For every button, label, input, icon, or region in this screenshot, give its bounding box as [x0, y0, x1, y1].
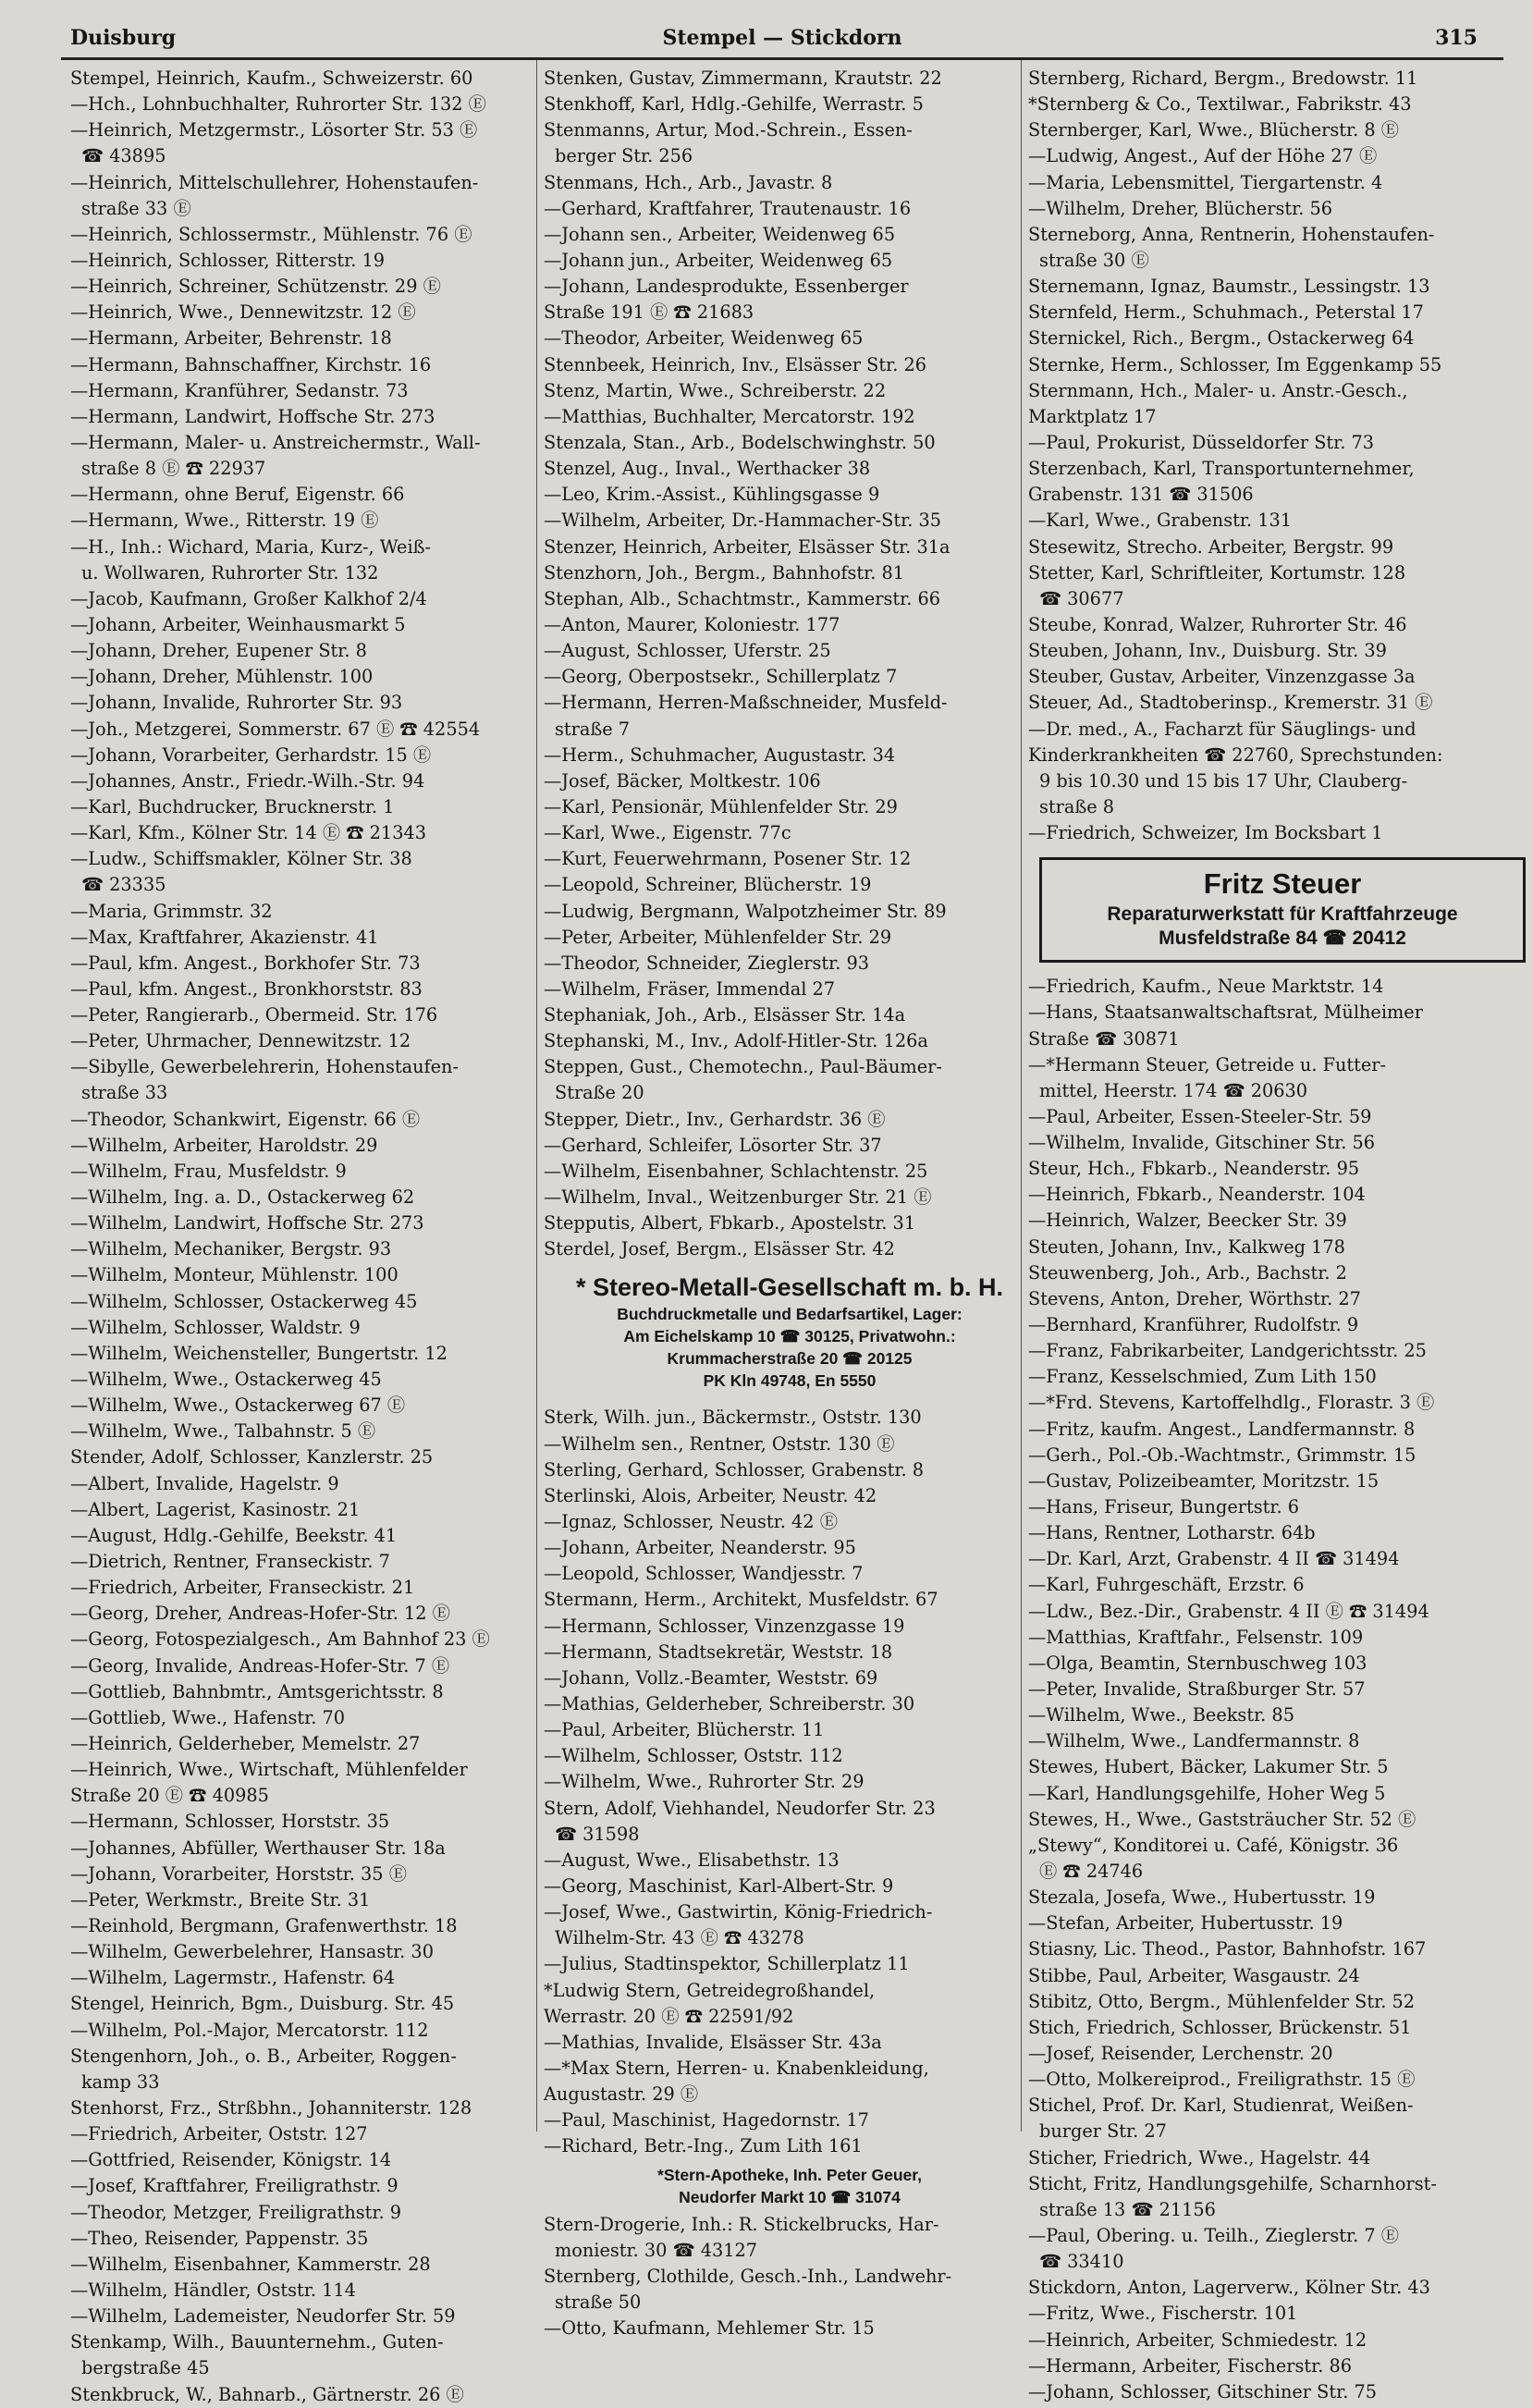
directory-entry-line: —Hermann, Kranführer, Sedanstr. 73 — [70, 379, 409, 401]
directory-entry-line: —Fritz, Wwe., Fischerstr. 101 — [1028, 2303, 1298, 2325]
directory-entry-line: —Karl, Pensionär, Mühlenfelder Str. 29 — [544, 795, 898, 817]
directory-entry-line: Sternberg, Richard, Bergm., Bredowstr. 11 — [1028, 68, 1418, 89]
directory-entry-line: —Hermann, ohne Beruf, Eigenstr. 66 — [70, 484, 405, 506]
directory-entry-line: Stenz, Martin, Wwe., Schreiberstr. 22 — [544, 379, 887, 401]
directory-entry-line: —Johannes, Anstr., Friedr.-Wilh.-Str. 94 — [70, 769, 425, 792]
directory-entry-line: *Sternberg & Co., Textilwar., Fabrikstr. 43 — [1028, 93, 1412, 116]
page-number: 315 — [1435, 26, 1478, 50]
column-1 — [70, 66, 533, 2405]
directory-entry-line: Stickdorn, Anton, Lagerverw., Kölner Str. 43 — [1028, 2277, 1430, 2299]
directory-entry-line: —Hermann, Herren-Maßschneider, Musfeld- — [544, 692, 948, 714]
directory-entry-line: —Fritz, kaufm. Angest., Landfermannstr. 8 — [1028, 1418, 1416, 1440]
directory-entry-line: moniestr. 30 ☎ 43127 — [555, 2239, 758, 2261]
directory-entry-line: mittel, Heerstr. 174 ☎ 20630 — [1039, 1079, 1308, 1101]
directory-entry-line: —Matthias, Buchhalter, Mercatorstr. 192 — [544, 405, 915, 427]
directory-entry-line: —Hans, Rentner, Lotharstr. 64b — [1028, 1522, 1316, 1544]
ad-line: Buchdruckmetalle und Bedarfsartikel, Lager: — [617, 1305, 963, 1324]
directory-entry-line: —Paul, kfm. Angest., Bronkhorststr. 83 — [70, 977, 423, 1000]
directory-entry-line: —Theodor, Arbeiter, Weidenweg 65 — [544, 327, 864, 350]
directory-entry-line: —Georg, Oberpostsekr., Schillerplatz 7 — [544, 666, 898, 688]
directory-entry-line: —Wilhelm, Monteur, Mühlenstr. 100 — [70, 1264, 399, 1286]
directory-entry-line: Steuber, Gustav, Arbeiter, Vinzenzgasse 3a — [1028, 666, 1416, 688]
directory-entry-line: —Wilhelm, Inval., Weitzenburger Str. 21 Ⓔ — [544, 1186, 932, 1209]
entry-list — [544, 2212, 1036, 2342]
directory-entry-line: —Hch., Lohnbuchhalter, Ruhrorter Str. 132 Ⓔ — [70, 93, 486, 116]
directory-entry-line: —Otto, Molkereiprod., Freiligrathstr. 15 Ⓔ — [1028, 2069, 1416, 2091]
directory-entry-line: —Karl, Buchdrucker, Brucknerstr. 1 — [70, 795, 395, 817]
directory-entry-line: —Wilhelm, Eisenbahner, Schlachtenstr. 25 — [544, 1160, 928, 1182]
directory-entry-line: —Ignaz, Schlosser, Neustr. 42 Ⓔ — [544, 1511, 838, 1533]
directory-entry-line: —Hermann, Maler- u. Anstreichermstr., Wall- — [70, 431, 481, 453]
directory-entry-line: Sternickel, Rich., Bergm., Ostackerweg 64 — [1028, 327, 1415, 350]
directory-entry-line: Stempel, Heinrich, Kaufm., Schweizerstr. 60 — [70, 68, 473, 89]
directory-entry-line: —Wilhelm, Arbeiter, Dr.-Hammacher-Str. 35 — [544, 510, 941, 532]
directory-entry-line: —Heinrich, Fbkarb., Neanderstr. 104 — [1028, 1184, 1366, 1206]
directory-entry-line: —Karl, Wwe., Eigenstr. 77c — [544, 822, 791, 844]
directory-entry-line: —Johann, Landesprodukte, Essenberger — [544, 276, 909, 298]
directory-entry-line: —Peter, Uhrmacher, Dennewitzstr. 12 — [70, 1030, 411, 1052]
directory-entry-line: Stenken, Gustav, Zimmermann, Krautstr. 22 — [544, 68, 942, 89]
name-range: Stempel — Stickdorn — [662, 26, 902, 50]
columns — [61, 60, 1503, 2405]
directory-entry-line: —Max, Kraftfahrer, Akazienstr. 41 — [70, 926, 379, 948]
directory-entry-line: Werrastr. 20 Ⓔ ☎ 22591/92 — [544, 2005, 794, 2027]
ad-line: *Stern-Apotheke, Inh. Peter Geuer, — [657, 2165, 922, 2184]
directory-entry-line: —August, Wwe., Elisabethstr. 13 — [544, 1849, 840, 1871]
directory-entry-line: straße 13 ☎ 21156 — [1039, 2198, 1216, 2220]
directory-entry-line: Steuben, Johann, Inv., Duisburg. Str. 39 — [1028, 640, 1387, 662]
directory-entry-line: Sterneborg, Anna, Rentnerin, Hohenstaufen- — [1028, 223, 1435, 245]
directory-entry-line: —Sibylle, Gewerbelehrerin, Hohenstaufen- — [70, 1056, 459, 1078]
directory-entry-line: —Heinrich, Walzer, Beecker Str. 39 — [1028, 1210, 1347, 1232]
directory-entry-line: —Paul, kfm. Angest., Borkhofer Str. 73 — [70, 952, 421, 974]
directory-entry-line: Stewes, Hubert, Bäcker, Lakumer Str. 5 — [1028, 1756, 1389, 1778]
fritz-steuer-ad — [1039, 857, 1526, 963]
directory-entry-line: —Wilhelm, Invalide, Gitschiner Str. 56 — [1028, 1132, 1376, 1154]
directory-entry-line: —Johann, Invalide, Ruhrorter Str. 93 — [70, 692, 403, 714]
directory-entry-line: Stenzel, Aug., Inval., Werthacker 38 — [544, 458, 871, 480]
directory-entry-line: Stenmanns, Artur, Mod.-Schrein., Essen- — [544, 119, 913, 141]
directory-entry-line: —Johann, Dreher, Eupener Str. 8 — [70, 640, 367, 662]
directory-entry-line: —Georg, Dreher, Andreas-Hofer-Str. 12 Ⓔ — [70, 1603, 450, 1625]
directory-entry-line: —Theodor, Metzger, Freiligrathstr. 9 — [70, 2201, 402, 2223]
directory-entry-line: Sterk, Wilh. jun., Bäckermstr., Oststr. 130 — [544, 1407, 922, 1429]
directory-entry-line: —Franz, Kesselschmied, Zum Lith 150 — [1028, 1366, 1377, 1388]
directory-entry-line: Straße 20 Ⓔ ☎ 40985 — [70, 1785, 269, 1807]
directory-entry-line: Steube, Konrad, Walzer, Ruhrorter Str. 46 — [1028, 613, 1407, 635]
directory-entry-line: —Otto, Kaufmann, Mehlemer Str. 15 — [544, 2317, 875, 2340]
directory-entry-line: —Paul, Obering. u. Teilh., Zieglerstr. 7 Ⓔ — [1028, 2224, 1400, 2246]
directory-entry-line: straße 7 — [555, 718, 631, 740]
directory-entry-line: kamp 33 — [81, 2070, 160, 2093]
directory-entry-line: —Kurt, Feuerwehrmann, Posener Str. 12 — [544, 848, 912, 870]
directory-entry-line: Stepputis, Albert, Fbkarb., Apostelstr. 31 — [544, 1212, 916, 1235]
directory-entry-line: —Heinrich, Metzgermstr., Lösorter Str. 53 Ⓔ — [70, 119, 478, 141]
directory-entry-line: ☎ 23335 — [81, 874, 166, 896]
directory-entry-line: —Theodor, Schneider, Zieglerstr. 93 — [544, 952, 870, 974]
directory-entry-line: Stenmans, Hch., Arb., Javastr. 8 — [544, 171, 833, 193]
entry-list — [544, 66, 1036, 1262]
directory-entry-line: —Friedrich, Arbeiter, Oststr. 127 — [70, 2123, 368, 2145]
directory-entry-line: Stenhorst, Frz., Strßbhn., Johanniterstr. 128 — [70, 2096, 472, 2119]
directory-entry-line: —Hermann, Wwe., Ritterstr. 19 Ⓔ — [70, 510, 379, 532]
directory-entry-line: —Hermann, Arbeiter, Fischerstr. 86 — [1028, 2354, 1352, 2377]
directory-entry-line: —Matthias, Kraftfahr., Felsenstr. 109 — [1028, 1626, 1364, 1648]
ad-line: PK Kln 49748, En 5550 — [703, 1371, 877, 1391]
entry-list — [1028, 66, 1533, 846]
directory-entry-line: —Johann, Dreher, Mühlenstr. 100 — [70, 666, 374, 688]
directory-entry-line: —Wilhelm, Pol.-Major, Mercatorstr. 112 — [70, 2019, 429, 2041]
directory-entry-line: Wilhelm-Str. 43 Ⓔ ☎ 43278 — [555, 1927, 804, 1949]
directory-entry-line: —Heinrich, Schlosser, Ritterstr. 19 — [70, 249, 386, 271]
directory-entry-line: —Paul, Prokurist, Düsseldorfer Str. 73 — [1028, 431, 1375, 453]
directory-entry-line: —Gottlieb, Bahnbmtr., Amtsgerichtsstr. 8 — [70, 1680, 444, 1702]
directory-entry-line: —Friedrich, Kaufm., Neue Marktstr. 14 — [1028, 976, 1384, 998]
directory-entry-line: —Peter, Rangierarb., Obermeid. Str. 176 — [70, 1004, 438, 1026]
directory-entry-line: —Wilhelm, Frau, Musfeldstr. 9 — [70, 1160, 347, 1182]
directory-entry-line: —Hermann, Arbeiter, Behrenstr. 18 — [70, 327, 392, 350]
directory-entry-line: —Gerh., Pol.-Ob.-Wachtmstr., Grimmstr. 15 — [1028, 1444, 1416, 1466]
directory-entry-line: —Wilhelm, Wwe., Beekstr. 85 — [1028, 1704, 1294, 1726]
directory-entry-line: —Gerhard, Schleifer, Lösorter Str. 37 — [544, 1134, 882, 1156]
directory-entry-line: —Wilhelm, Weichensteller, Bungertstr. 12 — [70, 1342, 448, 1364]
stereo-metall-ad — [544, 1272, 1036, 1392]
column-3 — [1028, 66, 1533, 2402]
directory-entry-line: Steppen, Gust., Chemotechn., Paul-Bäumer- — [544, 1056, 942, 1078]
directory-entry-line: Stermann, Herm., Architekt, Musfeldstr. 67 — [544, 1589, 938, 1611]
ad-line: Krummacherstraße 20 ☎ 20125 — [667, 1349, 913, 1369]
directory-entry-line: Sternke, Herm., Schlosser, Im Eggenkamp 55 — [1028, 353, 1442, 375]
page-header — [61, 20, 1503, 60]
directory-entry-line: —Johann jun., Arbeiter, Weidenweg 65 — [544, 249, 893, 271]
directory-entry-line: Stephanski, M., Inv., Adolf-Hitler-Str. 126a — [544, 1030, 928, 1052]
directory-entry-line: —Peter, Invalide, Straßburger Str. 57 — [1028, 1678, 1366, 1701]
directory-entry-line: Marktplatz 17 — [1028, 405, 1157, 427]
directory-entry-line: —Hermann, Schlosser, Horststr. 35 — [70, 1811, 390, 1833]
directory-entry-line: —Wilhelm, Schlosser, Waldstr. 9 — [70, 1316, 361, 1338]
directory-entry-line: —Gottfried, Reisender, Königstr. 14 — [70, 2149, 392, 2171]
directory-entry-line: Steuer, Ad., Stadtoberinsp., Kremerstr. 31 Ⓔ — [1028, 692, 1433, 714]
directory-entry-line: —Peter, Arbeiter, Mühlenfelder Str. 29 — [544, 926, 892, 948]
directory-entry-line: —Wilhelm, Lademeister, Neudorfer Str. 59 — [70, 2305, 456, 2328]
directory-entry-line: straße 33 Ⓔ — [81, 197, 191, 219]
directory-entry-line: Stengenhorn, Joh., o. B., Arbeiter, Roggen- — [70, 2045, 457, 2067]
directory-entry-line: —Ludw., Schiffsmakler, Kölner Str. 38 — [70, 848, 412, 870]
directory-entry-line: —*Hermann Steuer, Getreide u. Futter- — [1028, 1053, 1387, 1075]
directory-entry-line: —Wilhelm, Lagermstr., Hafenstr. 64 — [70, 1967, 396, 1989]
directory-entry-line: —Johann, Vorarbeiter, Horststr. 35 Ⓔ — [70, 1862, 407, 1885]
directory-entry-line: —Wilhelm, Schlosser, Oststr. 112 — [544, 1745, 843, 1767]
directory-entry-line: —Leopold, Schreiner, Blücherstr. 19 — [544, 874, 872, 896]
directory-entry-line: Sticher, Friedrich, Wwe., Hagelstr. 44 — [1028, 2146, 1371, 2168]
directory-entry-line: Stewes, H., Wwe., Gaststräucher Str. 52 Ⓔ — [1028, 1808, 1416, 1830]
directory-entry-line: —Herm., Schuhmacher, Augustastr. 34 — [544, 743, 896, 766]
column-divider — [536, 60, 537, 2132]
directory-entry-line: —Wilhelm, Wwe., Ostackerweg 45 — [70, 1369, 382, 1391]
directory-entry-line: —Leo, Krim.-Assist., Kühlingsgasse 9 — [544, 484, 880, 506]
directory-entry-line: ☎ 31598 — [555, 1823, 640, 1845]
directory-entry-line: Steuten, Johann, Inv., Kalkweg 178 — [1028, 1235, 1345, 1258]
directory-entry-line: —Johann, Arbeiter, Weinhausmarkt 5 — [70, 613, 406, 635]
directory-entry-line: „Stewy“, Konditorei u. Café, Königstr. 36 — [1028, 1834, 1399, 1856]
directory-entry-line: —Wilhelm sen., Rentner, Oststr. 130 Ⓔ — [544, 1432, 895, 1455]
directory-entry-line: —Johann, Schlosser, Gitschiner Str. 75 — [1028, 2380, 1377, 2402]
directory-entry-line: Sternmann, Hch., Maler- u. Anstr.-Gesch., — [1028, 379, 1408, 401]
directory-entry-line: —Josef, Kraftfahrer, Freiligrathstr. 9 — [70, 2175, 399, 2197]
directory-entry-line: Grabenstr. 131 ☎ 31506 — [1028, 484, 1254, 506]
directory-entry-line: —Georg, Maschinist, Karl-Albert-Str. 9 — [544, 1875, 894, 1897]
directory-entry-line: —Reinhold, Bergmann, Grafenwerthstr. 18 — [70, 1914, 458, 1936]
directory-entry-line: bergstraße 45 — [81, 2357, 210, 2379]
ad-company-name: Fritz Steuer — [1203, 867, 1362, 901]
directory-entry-line: Straße ☎ 30871 — [1028, 1027, 1180, 1050]
directory-entry-line: —Johann, Arbeiter, Neanderstr. 95 — [544, 1537, 856, 1559]
directory-entry-line: —Paul, Maschinist, Hagedornstr. 17 — [544, 2109, 869, 2132]
directory-entry-line: Sterzenbach, Karl, Transportunternehmer, — [1028, 458, 1415, 480]
directory-entry-line: —Heinrich, Arbeiter, Schmiedestr. 12 — [1028, 2328, 1367, 2351]
directory-entry-line: —Heinrich, Gelderheber, Memelstr. 27 — [70, 1733, 421, 1754]
directory-entry-line: Stenkamp, Wilh., Bauunternehm., Guten- — [70, 2331, 444, 2353]
directory-entry-line: —Josef, Bäcker, Moltkestr. 106 — [544, 769, 821, 792]
directory-entry-line: —Leopold, Schlosser, Wandjesstr. 7 — [544, 1563, 864, 1585]
directory-entry-line: —Georg, Fotospezialgesch., Am Bahnhof 23 Ⓔ — [70, 1628, 490, 1651]
directory-entry-line: Stephaniak, Joh., Arb., Elsässer Str. 14a — [544, 1004, 906, 1026]
directory-entry-line: —Anton, Maurer, Koloniestr. 177 — [544, 613, 840, 635]
directory-entry-line: —Dr. med., A., Facharzt für Säuglings- und — [1028, 718, 1416, 740]
directory-entry-line: —Joh., Metzgerei, Sommerstr. 67 Ⓔ ☎ 42554 — [70, 718, 481, 740]
directory-entry-line: Stennbeek, Heinrich, Inv., Elsässer Str. 26 — [544, 353, 927, 375]
directory-entry-line: burger Str. 27 — [1039, 2120, 1167, 2143]
directory-entry-line: —Stefan, Arbeiter, Hubertusstr. 19 — [1028, 1912, 1343, 1935]
directory-entry-line: —Gottlieb, Wwe., Hafenstr. 70 — [70, 1706, 346, 1728]
directory-entry-line: —Theo, Reisender, Pappenstr. 35 — [70, 2227, 369, 2249]
directory-entry-line: Stenzhorn, Joh., Bergm., Bahnhofstr. 81 — [544, 561, 905, 584]
directory-entry-line: berger Str. 256 — [555, 145, 693, 167]
entry-list — [1028, 974, 1533, 2405]
directory-entry-line: —Wilhelm, Landwirt, Hoffsche Str. 273 — [70, 1212, 424, 1235]
directory-entry-line: —Johann sen., Arbeiter, Weidenweg 65 — [544, 223, 896, 245]
directory-entry-line: —Wilhelm, Gewerbelehrer, Hansastr. 30 — [70, 1941, 434, 1963]
ad-company-name: * Stereo-Metall-Gesellschaft m. b. H. — [575, 1273, 1004, 1302]
directory-entry-line: —Ldw., Bez.-Dir., Grabenstr. 4 II Ⓔ ☎ 31494 — [1028, 1600, 1429, 1622]
directory-entry-line: —Wilhelm, Ing. a. D., Ostackerweg 62 — [70, 1186, 415, 1209]
directory-entry-line: —Wilhelm, Dreher, Blücherstr. 56 — [1028, 197, 1333, 219]
directory-entry-line: Stern-Drogerie, Inh.: R. Stickelbrucks, Har- — [544, 2213, 939, 2235]
directory-entry-line: straße 30 Ⓔ — [1039, 249, 1149, 271]
directory-entry-line: Stibbe, Paul, Arbeiter, Wasgaustr. 24 — [1028, 1964, 1360, 1986]
directory-entry-line: —Karl, Kfm., Kölner Str. 14 Ⓔ ☎ 21343 — [70, 822, 427, 844]
ad-line: Reparaturwerkstatt für Kraftfahrzeuge — [1107, 903, 1458, 926]
directory-entry-line: straße 8 — [1039, 795, 1115, 817]
directory-entry-line: —Wilhelm, Fräser, Immendal 27 — [544, 977, 836, 1000]
directory-entry-line: —Paul, Arbeiter, Blücherstr. 11 — [544, 1719, 825, 1741]
directory-entry-line: Stiasny, Lic. Theod., Pastor, Bahnhofstr. 167 — [1028, 1938, 1427, 1960]
directory-entry-line: —Wilhelm, Wwe., Talbahnstr. 5 Ⓔ — [70, 1420, 376, 1443]
directory-entry-line: Stender, Adolf, Schlosser, Kanzlerstr. 25 — [70, 1446, 434, 1468]
directory-entry-line: —Hermann, Landwirt, Hoffsche Str. 273 — [70, 405, 435, 427]
directory-entry-line: Sternberger, Karl, Wwe., Blücherstr. 8 Ⓔ — [1028, 119, 1400, 141]
directory-entry-line: Sterdel, Josef, Bergm., Elsässer Str. 42 — [544, 1238, 895, 1260]
directory-entry-line: Stibitz, Otto, Bergm., Mühlenfelder Str. 52 — [1028, 1990, 1416, 2012]
directory-entry-line: Stern, Adolf, Viehhandel, Neudorfer Str. 23 — [544, 1797, 936, 1819]
directory-entry-line: —Wilhelm, Händler, Oststr. 114 — [70, 2279, 356, 2301]
directory-entry-line: Straße 191 Ⓔ ☎ 21683 — [544, 301, 754, 324]
directory-entry-line: —Heinrich, Wwe., Dennewitzstr. 12 Ⓔ — [70, 301, 416, 324]
directory-entry-line: Stengel, Heinrich, Bgm., Duisburg. Str. 45 — [70, 1993, 455, 2015]
directory-entry-line: Stich, Friedrich, Schlosser, Brückenstr. 51 — [1028, 2016, 1412, 2038]
directory-entry-line: —Karl, Handlungsgehilfe, Hoher Weg 5 — [1028, 1782, 1386, 1804]
directory-entry-line: ☎ 30677 — [1039, 587, 1124, 609]
directory-entry-line: —Friedrich, Schweizer, Im Bocksbart 1 — [1028, 822, 1383, 844]
directory-entry-line: —Wilhelm, Eisenbahner, Kammerstr. 28 — [70, 2253, 431, 2275]
directory-entry-line: —Heinrich, Schreiner, Schützenstr. 29 Ⓔ — [70, 276, 441, 298]
directory-entry-line: Stezala, Josefa, Wwe., Hubertusstr. 19 — [1028, 1886, 1376, 1909]
directory-entry-line: —Heinrich, Wwe., Wirtschaft, Mühlenfelder — [70, 1759, 468, 1781]
directory-entry-line: —Ludwig, Angest., Auf der Höhe 27 Ⓔ — [1028, 145, 1378, 167]
directory-entry-line: —Karl, Fuhrgeschäft, Erzstr. 6 — [1028, 1574, 1305, 1596]
directory-entry-line: —Heinrich, Mittelschullehrer, Hohenstaufen- — [70, 171, 479, 193]
directory-entry-line: —Johann, Vollz.-Beamter, Weststr. 69 — [544, 1666, 878, 1689]
directory-entry-line: Stenzala, Stan., Arb., Bodelschwinghstr. 50 — [544, 431, 936, 453]
directory-entry-line: Sticht, Fritz, Handlungsgehilfe, Scharnhorst- — [1028, 2172, 1437, 2194]
directory-entry-line: —Wilhelm, Wwe., Ruhrorter Str. 29 — [544, 1771, 865, 1793]
directory-entry-line: Stepper, Dietr., Inv., Gerhardstr. 36 Ⓔ — [544, 1108, 886, 1130]
directory-entry-line: Sternemann, Ignaz, Baumstr., Lessingstr. 13 — [1028, 276, 1430, 298]
directory-entry-line: —Hermann, Schlosser, Vinzenzgasse 19 — [544, 1615, 905, 1637]
directory-entry-line: Steur, Hch., Fbkarb., Neanderstr. 95 — [1028, 1158, 1360, 1180]
directory-entry-line: —Dr. Karl, Arzt, Grabenstr. 4 II ☎ 31494 — [1028, 1548, 1400, 1570]
directory-entry-line: *Ludwig Stern, Getreidegroßhandel, — [544, 1979, 876, 2001]
directory-entry-line: —Hermann, Stadtsekretär, Weststr. 18 — [544, 1640, 893, 1663]
directory-entry-line: —Franz, Fabrikarbeiter, Landgerichtsstr. 25 — [1028, 1340, 1427, 1362]
directory-entry-line: —Josef, Reisender, Lerchenstr. 20 — [1028, 2042, 1333, 2064]
directory-entry-line: Stesewitz, Strecho. Arbeiter, Bergstr. 99 — [1028, 535, 1394, 558]
directory-entry-line: Straße 20 — [555, 1082, 644, 1104]
directory-entry-line: Sterling, Gerhard, Schlosser, Grabenstr. 8 — [544, 1458, 925, 1480]
directory-entry-line: Stenkbruck, W., Bahnarb., Gärtnerstr. 26 Ⓔ — [70, 2383, 464, 2405]
directory-entry-line: —Johannes, Abfüller, Werthauser Str. 18a — [70, 1837, 446, 1859]
directory-entry-line: —Albert, Lagerist, Kasinostr. 21 — [70, 1498, 361, 1520]
directory-entry-line: ☎ 33410 — [1039, 2251, 1124, 2273]
directory-entry-line: —Wilhelm, Wwe., Ostackerweg 67 Ⓔ — [70, 1394, 406, 1417]
directory-entry-line: 9 bis 10.30 und 15 bis 17 Uhr, Clauberg- — [1039, 769, 1408, 792]
directory-entry-line: —Hans, Staatsanwaltschaftsrat, Mülheimer — [1028, 1001, 1423, 1024]
directory-entry-line: —Paul, Arbeiter, Essen-Steeler-Str. 59 — [1028, 1105, 1372, 1127]
directory-entry-line: —Dietrich, Rentner, Franseckistr. 7 — [70, 1551, 390, 1573]
directory-entry-line: Stenzer, Heinrich, Arbeiter, Elsässer Str. 31a — [544, 535, 950, 558]
entry-list — [70, 66, 533, 2408]
directory-entry-line: Kinderkrankheiten ☎ 22760, Sprechstunden: — [1028, 743, 1443, 766]
directory-entry-line: Steuwenberg, Joh., Arb., Bachstr. 2 — [1028, 1261, 1347, 1284]
directory-entry-line: —Olga, Beamtin, Sternbuschweg 103 — [1028, 1652, 1367, 1674]
column-2 — [544, 66, 1036, 2340]
directory-entry-line: —H., Inh.: Wichard, Maria, Kurz-, Weiß- — [70, 535, 432, 558]
directory-entry-line: Stephan, Alb., Schachtmstr., Kammerstr. 66 — [544, 587, 941, 609]
directory-entry-line: —*Max Stern, Herren- u. Knabenkleidung, — [544, 2057, 929, 2079]
directory-entry-line: —Bernhard, Kranführer, Rudolfstr. 9 — [1028, 1314, 1359, 1336]
directory-entry-line: —August, Schlosser, Uferstr. 25 — [544, 640, 831, 662]
directory-entry-line: ☎ 43895 — [81, 145, 166, 167]
directory-entry-line: —Johann, Vorarbeiter, Gerhardstr. 15 Ⓔ — [70, 743, 432, 766]
directory-entry-line: —Mathias, Invalide, Elsässer Str. 43a — [544, 2031, 882, 2053]
directory-entry-line: Sternberg, Clothilde, Gesch.-Inh., Landwehr- — [544, 2265, 952, 2287]
directory-entry-line: —Mathias, Gelderheber, Schreiberstr. 30 — [544, 1693, 915, 1715]
directory-entry-line: Augustastr. 29 Ⓔ — [544, 2083, 699, 2106]
directory-entry-line: —Julius, Stadtinspektor, Schillerplatz 11 — [544, 1953, 910, 1975]
ad-line: Neudorfer Markt 10 ☎ 31074 — [679, 2187, 901, 2206]
directory-entry-line: —Theodor, Schankwirt, Eigenstr. 66 Ⓔ — [70, 1108, 421, 1130]
directory-entry-line: —Friedrich, Arbeiter, Franseckistr. 21 — [70, 1577, 415, 1599]
directory-entry-line: —Gustav, Polizeibeamter, Moritzstr. 15 — [1028, 1469, 1380, 1492]
directory-entry-line: —Georg, Invalide, Andreas-Hofer-Str. 7 Ⓔ — [70, 1654, 450, 1677]
directory-entry-line: Ⓔ ☎ 24746 — [1039, 1861, 1144, 1882]
directory-entry-line: —Ludwig, Bergmann, Walpotzheimer Str. 89 — [544, 900, 947, 922]
directory-entry-line: —Gerhard, Kraftfahrer, Trautenaustr. 16 — [544, 197, 912, 219]
directory-entry-line: —Maria, Grimmstr. 32 — [70, 900, 273, 922]
directory-entry-line: Stichel, Prof. Dr. Karl, Studienrat, Weißen- — [1028, 2095, 1414, 2117]
directory-entry-line: —Hermann, Bahnschaffner, Kirchstr. 16 — [70, 353, 432, 375]
directory-entry-line: straße 50 — [555, 2291, 642, 2313]
directory-entry-line: —Peter, Werkmstr., Breite Str. 31 — [70, 1888, 371, 1910]
directory-entry-line: —Wilhelm, Wwe., Landfermannstr. 8 — [1028, 1730, 1360, 1752]
directory-entry-line: Sterlinski, Alois, Arbeiter, Neustr. 42 — [544, 1484, 877, 1506]
directory-entry-line: straße 33 — [81, 1082, 168, 1104]
directory-entry-line: —Wilhelm, Arbeiter, Haroldstr. 29 — [70, 1134, 378, 1156]
ad-line: Musfeldstraße 84 ☎ 20412 — [1159, 928, 1406, 950]
directory-entry-line: Stetter, Karl, Schriftleiter, Kortumstr. 128 — [1028, 561, 1406, 584]
directory-entry-line: Stevens, Anton, Dreher, Wörthstr. 27 — [1028, 1287, 1361, 1309]
directory-entry-line: —August, Hdlg.-Gehilfe, Beekstr. 41 — [70, 1524, 398, 1546]
directory-entry-line: straße 8 Ⓔ ☎ 22937 — [81, 458, 266, 480]
directory-entry-line: —Karl, Wwe., Grabenstr. 131 — [1028, 510, 1293, 532]
directory-entry-line: —Albert, Invalide, Hagelstr. 9 — [70, 1472, 339, 1494]
directory-entry-line: —Jacob, Kaufmann, Großer Kalkhof 2/4 — [70, 587, 427, 609]
entry-list — [544, 1405, 1036, 2159]
directory-entry-line: —Heinrich, Schlossermstr., Mühlenstr. 76 Ⓔ — [70, 223, 472, 245]
directory-entry-line: u. Wollwaren, Ruhrorter Str. 132 — [81, 561, 379, 584]
directory-entry-line: —*Frd. Stevens, Kartoffelhdlg., Florastr. 3 Ⓔ — [1028, 1392, 1435, 1414]
city-name: Duisburg — [70, 26, 177, 50]
directory-entry-line: —Wilhelm, Schlosser, Ostackerweg 45 — [70, 1290, 418, 1312]
directory-entry-line: —Maria, Lebensmittel, Tiergartenstr. 4 — [1028, 171, 1383, 193]
directory-entry-line: —Wilhelm, Mechaniker, Bergstr. 93 — [70, 1238, 392, 1260]
stern-apotheke-ad — [544, 2164, 1036, 2208]
directory-entry-line: —Hans, Friseur, Bungertstr. 6 — [1028, 1496, 1299, 1518]
directory-entry-line: Stenkhoff, Karl, Hdlg.-Gehilfe, Werrastr. 5 — [544, 93, 924, 116]
directory-entry-line: —Josef, Wwe., Gastwirtin, König-Friedrich- — [544, 1901, 933, 1923]
directory-entry-line: Sternfeld, Herm., Schuhmach., Peterstal 17 — [1028, 301, 1424, 324]
directory-entry-line: —Richard, Betr.-Ing., Zum Lith 161 — [544, 2135, 863, 2157]
ad-line: Am Eichelskamp 10 ☎ 30125, Privatwohn.: — [623, 1327, 956, 1346]
